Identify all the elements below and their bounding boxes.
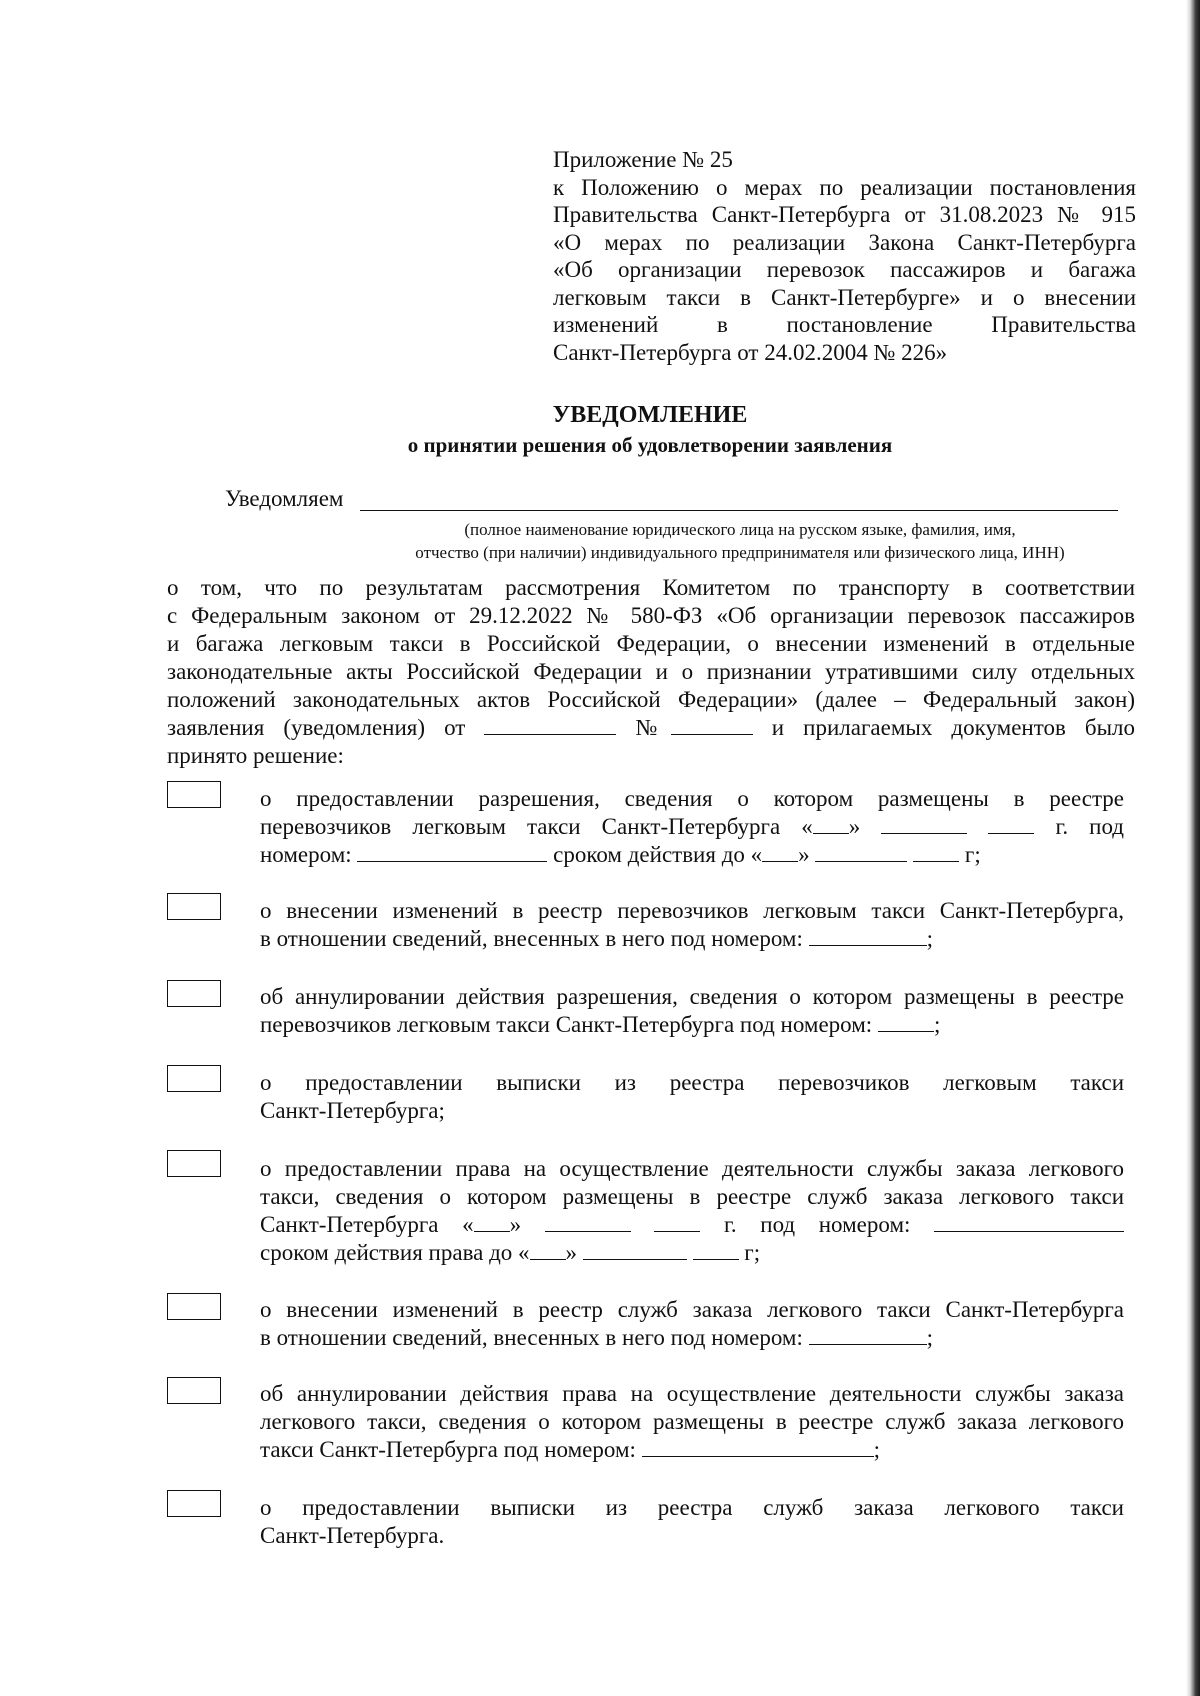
option-checkbox-carrier-registry-change[interactable] [167,893,221,920]
option-line [260,813,1124,841]
option-line: Санкт-Петербурга; [260,1098,445,1123]
document-subtitle: о принятии решения об удовлетворении заявления [407,433,893,457]
option-line [260,925,1124,953]
registry-number-field[interactable] [357,841,547,862]
option-checkbox-dispatch-extract[interactable] [167,1490,221,1517]
body-line: и багажа легковым такси в Российской Федерации, о внесении изменений в отдельные [167,631,1135,656]
year-field[interactable] [654,1211,700,1232]
option-line: о внесении изменений в реестр перевозчиков легковым такси Санкт-Петербурга, [260,898,1124,923]
day-field[interactable] [530,1239,566,1260]
option-line: о предоставлении выписки из реестра служб заказа легкового такси [260,1495,1124,1520]
registry-number-field[interactable] [809,1324,927,1345]
number-sign: № [635,715,671,740]
application-date-field[interactable] [484,714,616,735]
day-field[interactable] [762,841,798,862]
option-line: о предоставлении права на осуществление деятельности службы заказа легкового [260,1156,1124,1181]
option-checkbox-dispatch-service-grant[interactable] [167,1150,221,1177]
option-line [260,841,1124,869]
option-checkbox-permit-grant[interactable] [167,781,221,808]
appendix-line: Санкт-Петербурга от 24.02.2004 № 226» [553,339,948,365]
option-permit-grant [260,785,1124,869]
option-text-fragment: сроком действия до « [553,842,763,867]
body-line: о том, что по результатам рассмотрения Комитетом по транспорту в соответствии [167,575,1135,600]
option-text-fragment: г; [744,1240,761,1265]
day-field[interactable] [474,1211,510,1232]
option-text-fragment: перевозчиков легковым такси Санкт-Петербурга под номером: [260,1012,873,1037]
option-line: об аннулировании действия разрешения, сведения о котором размещены в реестре [260,984,1124,1009]
quote-mark: » [509,1212,522,1237]
year-field[interactable] [913,841,959,862]
appendix-line: легковым такси в Санкт-Петербурге» и о внесении [553,284,1136,310]
body-line [167,714,1135,742]
option-dispatch-service-grant [260,1155,1124,1267]
option-checkbox-carrier-extract[interactable] [167,1065,221,1092]
option-permit-annulment [260,983,1124,1039]
appendix-header [553,146,1136,366]
body-line: законодательные акты Российской Федерации и о признании утратившими силу отдельных [167,659,1135,684]
caption-line: отчество (при наличии) индивидуального предпринимателя или физического лица, ИНН) [415,543,1065,562]
body-paragraph [167,574,1135,770]
body-line: с Федеральным законом от 29.12.2022 № 580-ФЗ «Об организации перевозок пассажиров [167,603,1135,628]
option-line: о внесении изменений в реестр служб заказа легкового такси Санкт-Петербурга [260,1297,1124,1322]
year-field[interactable] [693,1239,739,1260]
option-text-fragment: Санкт-Петербурга « [260,1212,474,1237]
option-text-fragment: ; [926,926,934,951]
registry-number-field[interactable] [878,1011,934,1032]
option-text-fragment: ; [926,1325,934,1350]
quote-mark: » [848,814,861,839]
option-text-fragment: перевозчиков легковым такси Санкт-Петербурга « [260,814,813,839]
option-text-fragment: г. под номером: [724,1212,911,1237]
document-title: УВЕДОМЛЕНИЕ [552,402,748,428]
scan-edge-shadow [1186,0,1200,1696]
option-line: легкового такси, сведения о котором размещены в реестре служб заказа легкового [260,1409,1124,1434]
option-dispatch-extract [260,1494,1124,1550]
option-checkbox-permit-annulment[interactable] [167,980,221,1007]
option-line [260,1211,1124,1239]
body-line: принято решение: [167,743,344,768]
option-dispatch-registry-change [260,1296,1124,1352]
caption-line: (полное наименование юридического лица на русском языке, фамилия, имя, [464,520,1016,539]
year-field[interactable] [988,813,1034,834]
month-field[interactable] [881,813,967,834]
option-checkbox-dispatch-registry-change[interactable] [167,1293,221,1320]
option-text-fragment: такси Санкт-Петербурга под номером: [260,1437,636,1462]
appendix-line: Правительства Санкт-Петербурга от 31.08.2023 № 915 [553,202,1136,227]
option-line [260,1239,1124,1267]
appendix-title: Приложение № 25 [553,147,733,172]
appendix-line: «О мерах по реализации Закона Санкт-Петербурга [553,229,1136,255]
option-line: такси, сведения о котором размещены в реестре служб заказа легкового такси [260,1184,1124,1209]
appendix-line: к Положению о мерах по реализации постановления [553,174,1136,200]
option-line: об аннулировании действия права на осуществление деятельности службы заказа [260,1381,1124,1406]
option-text-fragment: ; [873,1437,881,1462]
body-line: положений законодательных актов Российской Федерации» (далее – Федеральный закон) [167,687,1135,712]
quote-mark: » [798,842,810,867]
option-dispatch-annulment [260,1380,1124,1464]
appendix-line: «Об организации перевозок пассажиров и багажа [553,257,1136,282]
body-text-fragment: заявления (уведомления) от [167,715,466,740]
month-field[interactable] [583,1239,687,1260]
recipient-name-field[interactable] [360,510,1118,511]
option-text-fragment: в отношении сведений, внесенных в него под номером: [260,1325,803,1350]
option-line [260,1324,1124,1352]
option-text-fragment: номером: [260,842,352,867]
option-line: Санкт-Петербурга. [260,1523,445,1548]
option-text-fragment: г. под [1055,814,1124,839]
option-text-fragment: сроком действия права до « [260,1240,530,1265]
option-line: о предоставлении разрешения, сведения о котором размещены в реестре [260,786,1124,811]
month-field[interactable] [545,1211,631,1232]
option-text-fragment: ; [933,1012,941,1037]
month-field[interactable] [815,841,907,862]
option-text-fragment: в отношении сведений, внесенных в него под номером: [260,926,803,951]
registry-number-field[interactable] [809,925,927,946]
notify-label: Уведомляем [225,486,344,511]
option-text-fragment: г; [964,842,981,867]
option-carrier-extract [260,1069,1124,1125]
option-line [260,1436,1124,1464]
registry-number-field[interactable] [642,1436,874,1457]
day-field[interactable] [813,813,849,834]
option-carrier-registry-change [260,897,1124,953]
appendix-line: изменений в постановление Правительства [553,312,1136,337]
application-number-field[interactable] [671,714,753,735]
registry-number-field[interactable] [934,1211,1124,1232]
quote-mark: » [565,1240,578,1265]
option-line: о предоставлении выписки из реестра перевозчиков легковым такси [260,1070,1124,1095]
option-checkbox-dispatch-annulment[interactable] [167,1377,221,1404]
recipient-caption [340,518,1140,564]
option-line [260,1011,1124,1039]
body-text-fragment: и прилагаемых документов было [771,715,1136,740]
